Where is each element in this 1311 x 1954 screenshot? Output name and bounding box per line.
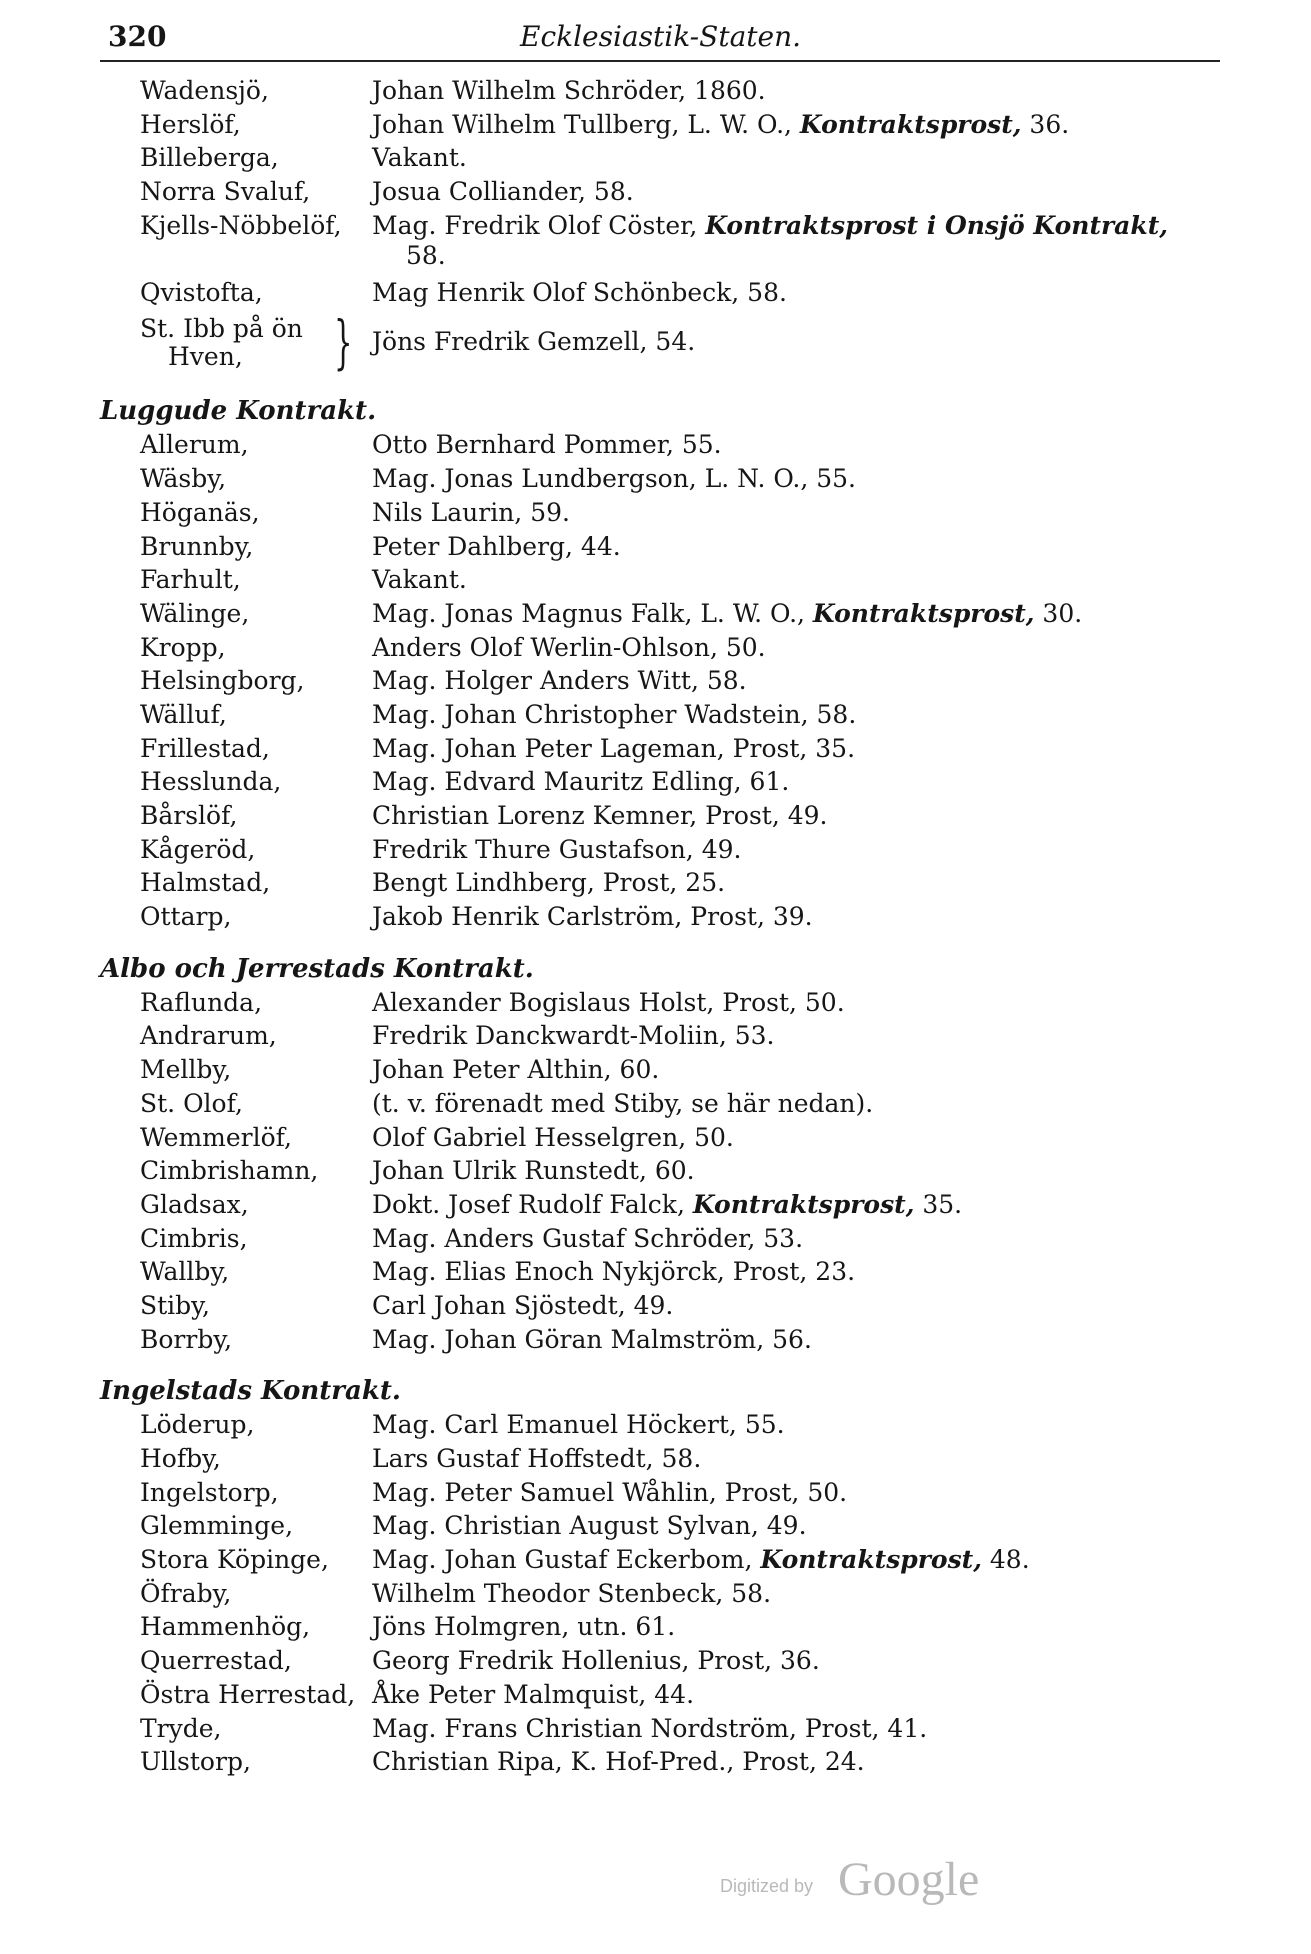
incumbent-name: Anders Olof Werlin-Ohlson, 50. — [372, 632, 766, 662]
incumbent-name: Mag. Johan Göran Malmström, 56. — [372, 1324, 812, 1354]
parish-name: Kågeröd, — [140, 834, 256, 864]
list-item — [100, 1087, 1250, 1121]
incumbent-name: Mag. Elias Enoch Nykjörck, Prost, 23. — [372, 1257, 856, 1287]
parish-name: Helsingborg, — [140, 666, 305, 696]
parish-name: Borrby, — [140, 1324, 233, 1354]
incumbent-name: Mag. Johan Gustaf Eckerbom, — [372, 1545, 761, 1575]
section-heading: Albo och Jerrestads Kontrakt. — [100, 953, 534, 984]
header-rule — [100, 60, 1220, 62]
entry-year: 35. — [914, 1189, 963, 1219]
incumbent-name: Mag. Jonas Lundbergson, L. N. O., 55. — [372, 464, 856, 494]
list-item — [100, 1019, 1250, 1053]
parish-name: Billeberga, — [140, 143, 279, 173]
list-item — [100, 1154, 1250, 1188]
parish-name: Hesslunda, — [140, 767, 282, 797]
incumbent-entry — [372, 1543, 1030, 1577]
incumbent-name: Mag. Anders Gustaf Schröder, 53. — [372, 1223, 804, 1253]
digitized-by-watermark — [720, 1852, 1020, 1912]
parish-name: Öfraby, — [140, 1578, 232, 1608]
incumbent-entry — [372, 1644, 820, 1678]
incumbent-name: Olof Gabriel Hesselgren, 50. — [372, 1122, 734, 1152]
incumbent-name: Mag. Fredrik Olof Cöster, — [372, 210, 706, 240]
incumbent-entry — [372, 1323, 812, 1357]
list-item — [100, 108, 1250, 142]
incumbent-entry — [372, 1678, 694, 1712]
incumbent-entry — [372, 1019, 774, 1053]
incumbent-entry — [372, 698, 856, 732]
list-item — [100, 462, 1250, 496]
parish-name: Ottarp, — [140, 902, 232, 932]
parish-name: Ingelstorp, — [140, 1477, 279, 1507]
incumbent-name: Mag. Carl Emanuel Höckert, 55. — [372, 1410, 785, 1440]
list-item — [100, 1323, 1250, 1357]
parish-name-line: Hven, — [168, 342, 243, 372]
parish-name: Wälluf, — [140, 699, 227, 729]
list-item — [100, 175, 1250, 209]
incumbent-name: Mag. Holger Anders Witt, 58. — [372, 666, 747, 696]
parish-name: Östra Herrestad, — [140, 1679, 356, 1709]
list-item — [100, 664, 1250, 698]
parish-name: Ullstorp, — [140, 1747, 251, 1777]
incumbent-entry — [372, 765, 789, 799]
list-item — [100, 209, 1250, 276]
incumbent-entry — [372, 428, 722, 462]
parish-name: Querrestad, — [140, 1646, 292, 1676]
incumbent-entry — [372, 276, 787, 310]
incumbent-entry — [372, 866, 725, 900]
parish-name: St. Olof, — [140, 1088, 243, 1118]
list-item — [100, 496, 1250, 530]
parish-name — [140, 315, 303, 371]
incumbent-entry — [372, 1289, 673, 1323]
incumbent-entry — [372, 1188, 962, 1222]
list-item — [100, 765, 1250, 799]
parish-name: Löderup, — [140, 1410, 255, 1440]
list-item — [100, 530, 1250, 564]
incumbent-entry — [372, 900, 813, 934]
parish-name: Gladsax, — [140, 1189, 249, 1219]
list-item — [100, 1289, 1250, 1323]
incumbent-name: Christian Ripa, K. Hof-Pred., Prost, 24. — [372, 1747, 865, 1777]
incumbent-name: Mag. Johan Christopher Wadstein, 58. — [372, 699, 857, 729]
list-item — [100, 597, 1250, 631]
office-title: Kontraktsprost, — [760, 1545, 982, 1575]
incumbent-entry — [372, 1610, 675, 1644]
incumbent-entry — [372, 1476, 847, 1510]
incumbent-entry — [372, 833, 741, 867]
brace-glyph: } — [334, 308, 353, 377]
incumbent-entry — [372, 462, 856, 496]
office-title: Kontraktsprost, — [812, 598, 1035, 628]
list-item — [100, 1188, 1250, 1222]
incumbent-entry — [372, 1053, 659, 1087]
parish-name: Brunnby, — [140, 531, 254, 561]
parish-name: Hofby, — [140, 1444, 221, 1473]
incumbent-name: Mag Henrik Olof Schönbeck, 58. — [372, 277, 787, 307]
parish-name: Wadensjö, — [140, 76, 269, 105]
incumbent-name: Mag. Johan Peter Lageman, Prost, 35. — [372, 733, 856, 763]
incumbent-entry — [372, 1408, 785, 1442]
entry-year: 36. — [1021, 109, 1070, 139]
incumbent-entry — [372, 108, 1069, 142]
entry-year: 48. — [981, 1545, 1030, 1575]
incumbent-entry — [372, 209, 1168, 243]
incumbent-name: Vakant. — [372, 565, 467, 595]
incumbent-name: Lars Gustaf Hoffstedt, 58. — [372, 1444, 702, 1473]
incumbent-entry — [372, 1255, 855, 1289]
list-item — [100, 900, 1250, 934]
parish-name: Kropp, — [140, 632, 226, 662]
list-item — [100, 732, 1250, 766]
incumbent-name: Mag. Edvard Mauritz Edling, 61. — [372, 767, 790, 797]
parish-name: Cimbrishamn, — [140, 1156, 319, 1186]
parish-name: Andrarum, — [140, 1021, 277, 1051]
incumbent-name: Vakant. — [372, 143, 467, 173]
incumbent-name: Alexander Bogislaus Holst, Prost, 50. — [372, 987, 845, 1017]
list-item — [100, 1543, 1250, 1577]
incumbent-entry — [372, 530, 621, 564]
list-item — [100, 141, 1250, 175]
incumbent-entry — [372, 563, 467, 597]
list-item — [100, 1222, 1250, 1256]
parish-name: Hammenhög, — [140, 1612, 311, 1642]
section-heading: Luggude Kontrakt. — [100, 396, 377, 427]
parish-name: Farhult, — [140, 565, 241, 595]
list-item — [100, 276, 1250, 310]
parish-name: Mellby, — [140, 1055, 232, 1085]
list-item — [100, 799, 1250, 833]
parish-name: Tryde, — [140, 1713, 222, 1743]
parish-name: Wälinge, — [140, 598, 250, 628]
incumbent-entry — [372, 986, 845, 1020]
list-item — [100, 986, 1250, 1020]
incumbent-name: Åke Peter Malmquist, 44. — [372, 1679, 695, 1709]
google-logo: Google — [838, 1853, 980, 1906]
incumbent-entry — [372, 1087, 873, 1121]
parish-name: Stiby, — [140, 1290, 210, 1320]
incumbent-entry — [372, 1154, 695, 1188]
incumbent-entry — [372, 1121, 734, 1155]
incumbent-name: Mag. Peter Samuel Wåhlin, Prost, 50. — [372, 1477, 848, 1507]
list-item — [100, 833, 1250, 867]
parish-name: Glemminge, — [140, 1511, 294, 1541]
parish-name: Stora Köpinge, — [140, 1545, 329, 1575]
incumbent-name: Peter Dahlberg, 44. — [372, 531, 621, 561]
list-item — [100, 1408, 1250, 1442]
incumbent-name: Dokt. Josef Rudolf Falck, — [372, 1189, 693, 1219]
parish-name: Wäsby, — [140, 464, 227, 494]
incumbent-name: Bengt Lindhberg, Prost, 25. — [372, 868, 726, 898]
list-item — [100, 1442, 1250, 1476]
parish-name: Herslöf, — [140, 109, 241, 139]
incumbent-name: Christian Lorenz Kemner, Prost, 49. — [372, 801, 828, 830]
office-title: Kontraktsprost i Onsjö Kontrakt, — [705, 210, 1168, 240]
incumbent-name: Fredrik Danckwardt-Moliin, 53. — [372, 1021, 775, 1051]
list-item — [100, 1644, 1250, 1678]
list-item — [100, 631, 1250, 665]
incumbent-name: Georg Fredrik Hollenius, Prost, 36. — [372, 1646, 820, 1676]
incumbent-entry — [372, 597, 1082, 631]
list-item — [100, 1121, 1250, 1155]
entry-continuation: 58. — [406, 240, 446, 270]
clergy-list — [100, 74, 1250, 1779]
incumbent-entry — [372, 1222, 803, 1256]
incumbent-entry — [372, 631, 766, 665]
incumbent-entry — [372, 1577, 771, 1611]
incumbent-entry — [372, 1509, 807, 1543]
incumbent-name: Josua Colliander, 58. — [372, 177, 634, 207]
list-item — [100, 74, 1250, 108]
incumbent-name: Johan Peter Althin, 60. — [372, 1055, 660, 1085]
parish-name: Höganäs, — [140, 497, 260, 527]
parish-name: Bårslöf, — [140, 801, 238, 830]
incumbent-entry — [372, 141, 467, 175]
incumbent-entry — [372, 1442, 701, 1476]
parish-name: Kjells-Nöbbelöf, — [140, 210, 342, 240]
list-item — [100, 1610, 1250, 1644]
incumbent-name: Wilhelm Theodor Stenbeck, 58. — [372, 1578, 772, 1608]
list-item — [100, 428, 1250, 462]
incumbent-entry — [372, 664, 747, 698]
incumbent-entry — [372, 496, 570, 530]
incumbent-name: Jöns Holmgren, utn. 61. — [372, 1612, 676, 1642]
incumbent-entry — [372, 74, 766, 108]
entry-year: 30. — [1034, 598, 1083, 628]
list-item — [100, 1678, 1250, 1712]
incumbent-name: Fredrik Thure Gustafson, 49. — [372, 834, 742, 864]
parish-name: Raflunda, — [140, 987, 263, 1017]
office-title: Kontraktsprost, — [799, 109, 1022, 139]
parish-name-line: St. Ibb på ön — [140, 314, 303, 344]
incumbent-entry — [372, 1745, 865, 1779]
list-item — [100, 1053, 1250, 1087]
incumbent-name: Johan Wilhelm Tullberg, L. W. O., — [372, 109, 800, 139]
incumbent-name: Johan Wilhelm Schröder, 1860. — [372, 76, 766, 105]
page-number: 320 — [108, 20, 167, 53]
list-item — [100, 698, 1250, 732]
incumbent-entry — [372, 1712, 927, 1746]
list-item — [100, 1476, 1250, 1510]
incumbent-name: Jakob Henrik Carlström, Prost, 39. — [372, 902, 813, 932]
incumbent-name: Nils Laurin, 59. — [372, 497, 570, 527]
incumbent-name: Mag. Jonas Magnus Falk, L. W. O., — [372, 598, 813, 628]
office-title: Kontraktsprost, — [692, 1189, 915, 1219]
list-item — [100, 866, 1250, 900]
page-header — [100, 20, 1220, 58]
parish-name: Allerum, — [140, 430, 249, 460]
section-heading: Ingelstads Kontrakt. — [100, 1376, 401, 1407]
list-item — [100, 309, 1250, 376]
parish-name: Halmstad, — [140, 868, 271, 898]
incumbent-name: (t. v. förenadt med Stiby, se här nedan). — [372, 1088, 874, 1118]
running-title: Ecklesiastik-Staten. — [520, 20, 802, 53]
list-item — [100, 1577, 1250, 1611]
incumbent-entry — [372, 732, 855, 766]
parish-name: Wemmerlöf, — [140, 1122, 292, 1152]
incumbent-name: Mag. Christian August Sylvan, 49. — [372, 1511, 807, 1541]
incumbent-name: Otto Bernhard Pommer, 55. — [372, 430, 722, 460]
parish-name: Cimbris, — [140, 1223, 248, 1253]
incumbent-name: Jöns Fredrik Gemzell, 54. — [372, 327, 696, 357]
parish-name: Wallby, — [140, 1257, 230, 1287]
incumbent-entry — [372, 175, 634, 209]
list-item — [100, 1509, 1250, 1543]
parish-name: Norra Svaluf, — [140, 177, 311, 207]
parish-name: Qvistofta, — [140, 277, 263, 307]
list-item — [100, 1255, 1250, 1289]
watermark-prefix: Digitized by — [720, 1876, 814, 1896]
incumbent-name: Johan Ulrik Runstedt, 60. — [372, 1156, 695, 1186]
incumbent-name: Carl Johan Sjöstedt, 49. — [372, 1290, 674, 1320]
incumbent-name: Mag. Frans Christian Nordström, Prost, 41. — [372, 1713, 928, 1743]
incumbent-entry — [372, 799, 827, 833]
list-item — [100, 563, 1250, 597]
parish-name: Frillestad, — [140, 733, 270, 763]
list-item — [100, 1745, 1250, 1779]
list-item — [100, 1712, 1250, 1746]
